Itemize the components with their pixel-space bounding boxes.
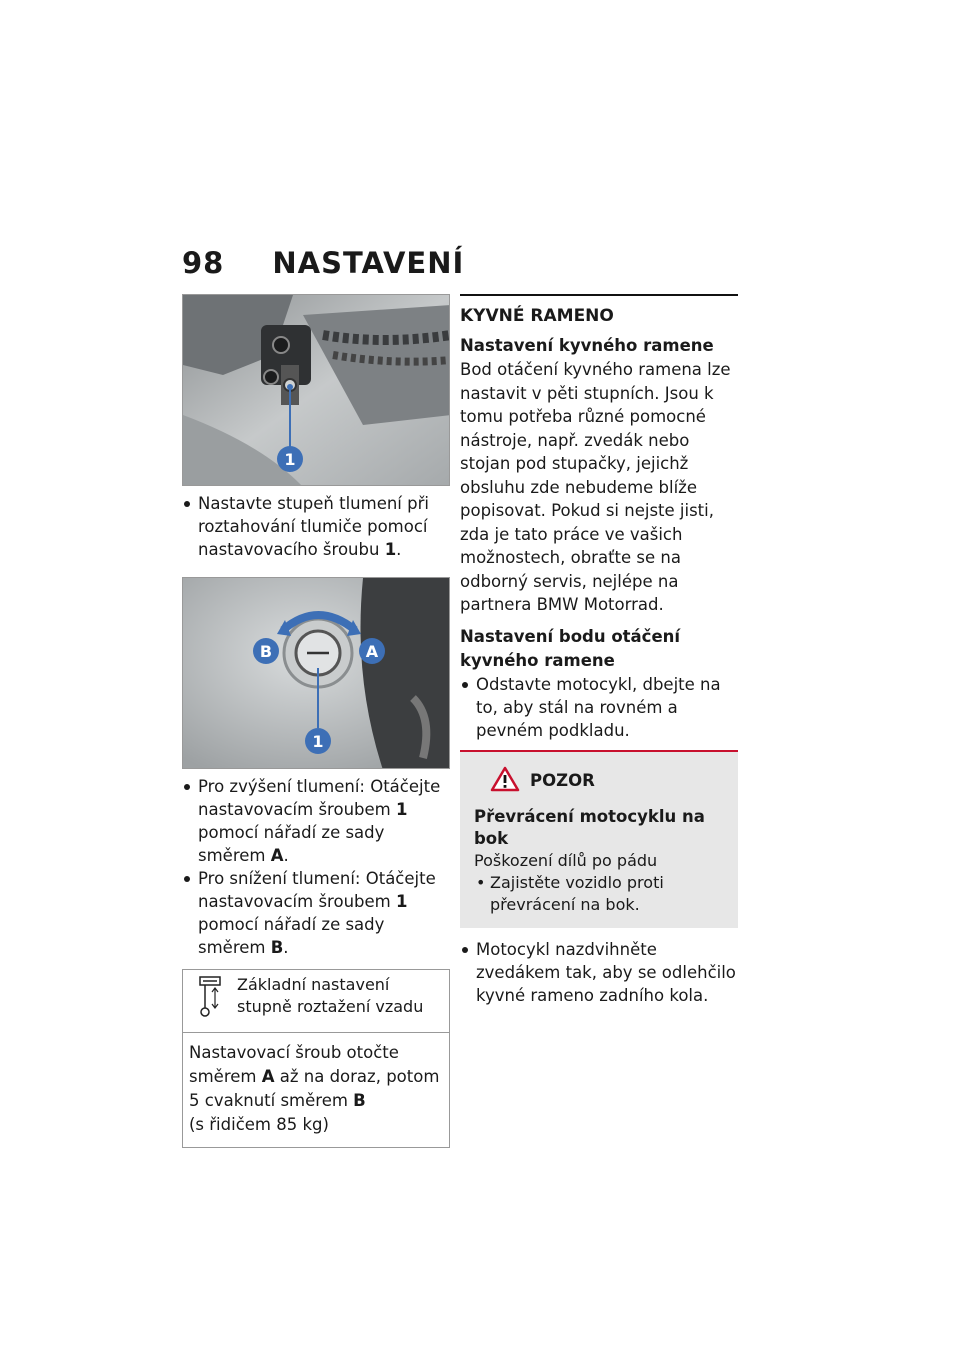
sub-title-1: Nastavení kyvného ramene	[460, 336, 714, 355]
right-column	[460, 294, 738, 1007]
photo2-callout-a: A	[365, 642, 379, 661]
photo2-callout-1: 1	[312, 732, 324, 751]
intro-paragraph: Bod otáčení kyvného ramena lze nastavit v pěti stupních. Jsou k tomu potřeba různé pomocné nástroje, např. zvedák nebo stojan pod stupačky, jejichž obsluhu zde nebudeme blíže popisovat. Pokud si nejste jisti, zda je tato práce ve vašich možnostech, obraťte se na odborný servis, nejlépe na partnera BMW Motorrad.	[460, 360, 731, 614]
settings-head-text: Základní nastavení stupně roztažení vzadu	[237, 975, 424, 1016]
shock-absorber-icon	[197, 974, 227, 1024]
section-rule	[460, 294, 738, 296]
left-bullet-2: Pro zvýšení tlumení: Otáčejte nastavovacím šroubem 1 pomocí nářadí ze sady směrem A.	[182, 775, 452, 867]
left-bullet-3: Pro snížení tlumení: Otáčejte nastavovacím šroubem 1 pomocí nářadí ze sady směrem B.	[182, 867, 452, 959]
warning-triangle-icon	[490, 766, 520, 796]
page-number: 98	[182, 246, 225, 280]
warning-head	[474, 766, 724, 796]
warning-subtitle: Převrácení motocyklu na bok	[474, 806, 705, 848]
warning-box	[460, 750, 738, 928]
settings-head	[183, 970, 449, 1033]
right-bullet-2: Motocykl nazdvihněte zvedákem tak, aby se odlehčilo kyvné rameno zadního kola.	[460, 938, 738, 1007]
photo2-callout-b: B	[259, 642, 273, 661]
left-bullet-1: Nastavte stupeň tlumení při roztahování tlumiče pomocí nastavovacího šroubu 1.	[182, 492, 452, 561]
section-title: KYVNÉ RAMENO	[460, 306, 614, 326]
adjuster-photo	[182, 577, 450, 769]
warning-title: POZOR	[530, 771, 595, 790]
sub-title-2: Nastavení bodu otáčení kyvného ramene	[460, 626, 681, 670]
page-header	[182, 246, 464, 280]
photo1-callout-1: 1	[284, 450, 296, 469]
settings-box	[182, 969, 450, 1148]
warning-item: • Zajistěte vozidlo proti převrácení na bok.	[474, 872, 724, 916]
warning-text: Poškození dílů po pádu	[474, 850, 658, 870]
settings-body: Nastavovací šroub otočte směrem A až na doraz, potom 5 cvaknutí směrem B (s řidičem 85 kg)	[189, 1043, 440, 1134]
right-bullet-1: Odstavte motocykl, dbejte na to, aby stál na rovném a pevném podkladu.	[460, 673, 738, 742]
damper-photo	[182, 294, 450, 486]
left-column	[182, 294, 452, 1148]
chapter-title: NASTAVENÍ	[272, 246, 465, 280]
